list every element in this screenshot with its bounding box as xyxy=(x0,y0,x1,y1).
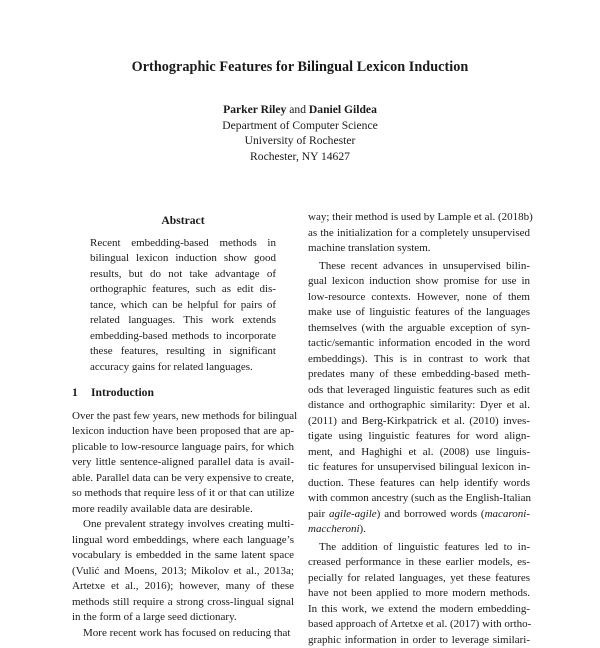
abstract-line: related languages. This work extends xyxy=(90,313,276,329)
text-line: predates many of these embedding-based meth- xyxy=(308,367,530,383)
author-names xyxy=(0,102,600,118)
text-line: plicable to low-resource language pairs, for which xyxy=(72,440,294,456)
text-line: as the initialization for a completely unsupervised xyxy=(308,226,530,242)
abstract-line: embedding-based methods to incorporate xyxy=(90,329,276,345)
text-line: maccheroni). xyxy=(308,522,530,538)
intro-paragraph-1 xyxy=(72,409,294,518)
text-line: low-resource contexts. However, none of them xyxy=(308,290,530,306)
abstract-line: orthographic features, such as edit dis- xyxy=(90,282,276,298)
text-line: duction. These features can help identify words xyxy=(308,476,530,492)
text-line: pecially for related languages, yet these features xyxy=(308,571,530,587)
text-line: way; their method is used by Lample et al. (2018b) xyxy=(308,210,530,226)
intro-paragraph-3 xyxy=(72,626,294,642)
section-number: 1 xyxy=(72,385,91,401)
abstract-line: accuracy gains for related languages. xyxy=(90,360,276,376)
text-line: so methods that require less of it or that can utilize xyxy=(72,486,294,502)
affiliation-department: Department of Computer Science xyxy=(0,118,600,134)
text-line: ment, and Haghighi et al. (2008) use linguis- xyxy=(308,445,530,461)
abstract-line: tance, which can be helpful for pairs of xyxy=(90,298,276,314)
text-line: based approach of Artetxe et al. (2017) with ortho- xyxy=(308,617,530,633)
section-title: Introduction xyxy=(91,386,154,399)
text-line: make use of linguistic features of the languages xyxy=(308,305,530,321)
text-line: These recent advances in unsupervised bilin- xyxy=(308,259,530,275)
text-line: with common ancestry (such as the English-Italian xyxy=(308,491,530,507)
abstract-line: bilingual lexicon induction show good xyxy=(90,251,276,267)
text-line: (Vulić and Moens, 2013; Mikolov et al., 2013a; xyxy=(72,564,294,580)
text-line: In this work, we extend the modern embedding- xyxy=(308,602,530,618)
abstract-line: results, but do not take advantage of xyxy=(90,267,276,283)
text-line: graphic information in order to leverage similari- xyxy=(308,633,530,648)
paper-title: Orthographic Features for Bilingual Lexicon Induction xyxy=(0,59,600,76)
right-paragraph-0 xyxy=(308,210,530,257)
section-heading-introduction xyxy=(72,385,294,401)
abstract-text xyxy=(90,236,276,376)
affiliation-university: University of Rochester xyxy=(0,133,600,149)
text-line: lingual word embeddings, where each language’s xyxy=(72,533,294,549)
text-line: Artetxe et al., 2016); however, many of these xyxy=(72,579,294,595)
right-paragraph-2 xyxy=(308,540,530,648)
text-line: methods still require a strong cross-lingual signal xyxy=(72,595,294,611)
text-line: gual lexicon induction show promise for use in xyxy=(308,274,530,290)
intro-paragraph-2 xyxy=(72,517,294,626)
right-column xyxy=(308,210,530,648)
text-line: able. Parallel data can be very expensive to create, xyxy=(72,471,294,487)
text-line: The addition of linguistic features led to in- xyxy=(308,540,530,556)
left-column xyxy=(72,210,294,641)
affiliation-address: Rochester, NY 14627 xyxy=(0,149,600,165)
author-conjunction: and xyxy=(289,103,306,116)
author-1: Parker Riley xyxy=(223,103,286,116)
author-block xyxy=(0,102,600,165)
text-line: distance and orthographic similarity: Dyer et al. xyxy=(308,398,530,414)
text-line: Over the past few years, new methods for bilingual xyxy=(72,409,294,425)
text-line: machine translation system. xyxy=(308,241,530,257)
text-line: One prevalent strategy involves creating multi- xyxy=(72,517,294,533)
text-line: more readily available data are desirable. xyxy=(72,502,294,518)
abstract-line: Recent embedding-based methods in xyxy=(90,236,276,252)
text-line: lexicon induction have been proposed that are ap- xyxy=(72,424,294,440)
text-line: vocabulary is embedded in the same latent space xyxy=(72,548,294,564)
text-line: tactic/semantic information encoded in the word xyxy=(308,336,530,352)
text-line: in the form of a large seed dictionary. xyxy=(72,610,294,626)
right-paragraph-1 xyxy=(308,259,530,538)
text-line: creased performance in these earlier models, es- xyxy=(308,555,530,571)
text-line: (2011) and Berg-Kirkpatrick et al. (2010) inves- xyxy=(308,414,530,430)
text-line: embeddings). This is in contrast to work that xyxy=(308,352,530,368)
text-line: have not been applied to more modern methods. xyxy=(308,586,530,602)
text-line: More recent work has focused on reducing that xyxy=(72,626,294,642)
abstract-heading: Abstract xyxy=(72,213,294,229)
text-line: pair agile-agile) and borrowed words (macaroni- xyxy=(308,507,530,523)
text-line: tigate using linguistic features for word align- xyxy=(308,429,530,445)
text-line: very little sentence-aligned parallel data is avail- xyxy=(72,455,294,471)
text-line: ods that leveraged linguistic features such as edit xyxy=(308,383,530,399)
abstract-line: these features, resulting in significant xyxy=(90,344,276,360)
author-2: Daniel Gildea xyxy=(309,103,377,116)
text-line: tic features for unsupervised bilingual lexicon in- xyxy=(308,460,530,476)
text-line: themselves (with the arguable exception of syn- xyxy=(308,321,530,337)
